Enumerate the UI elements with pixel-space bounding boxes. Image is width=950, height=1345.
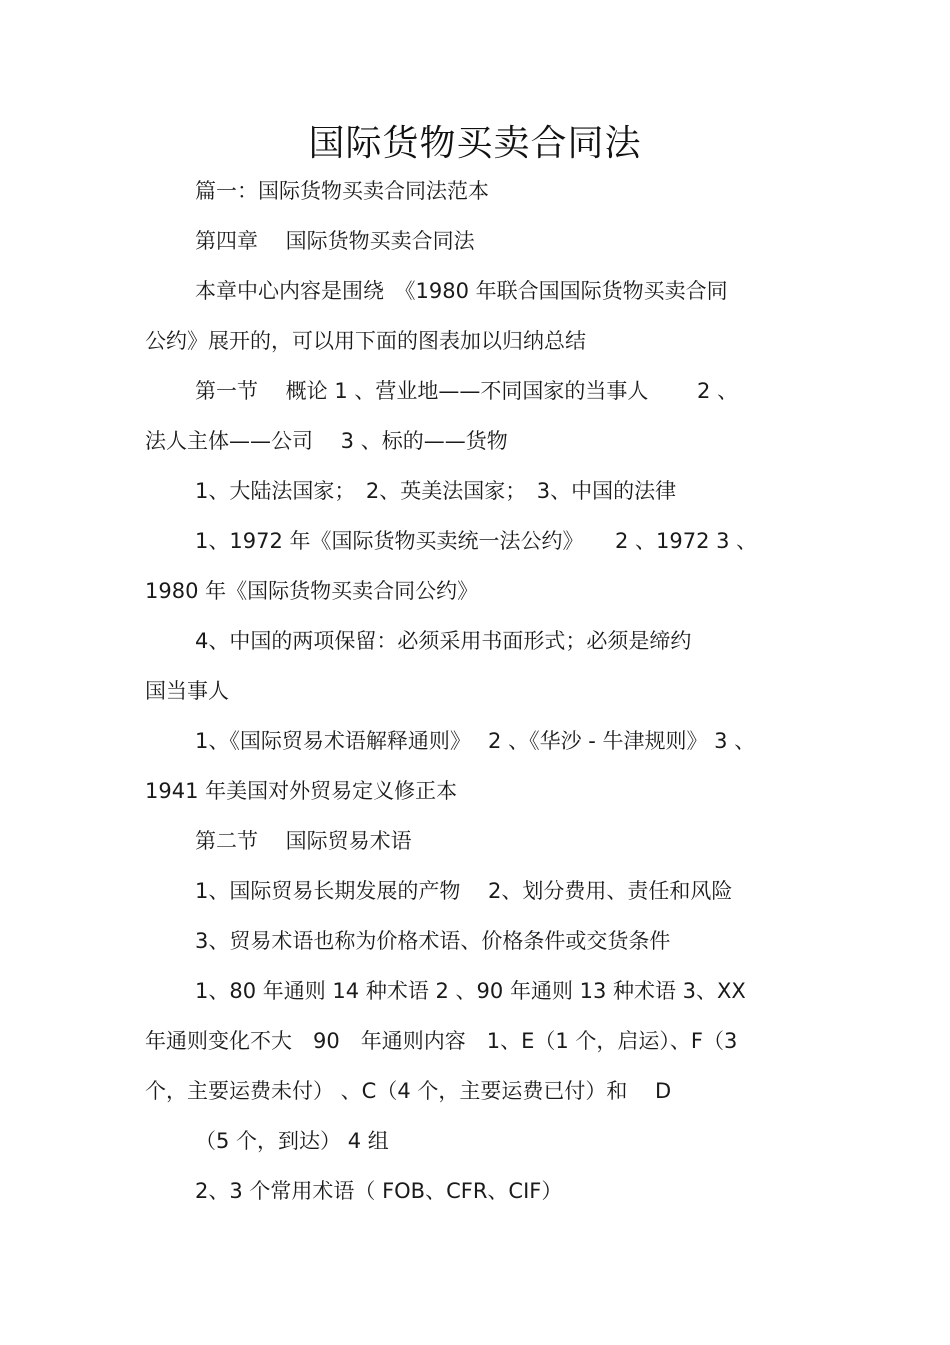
paragraph-line: 1980 年《国际货物买卖合同公约》 xyxy=(145,579,479,603)
paragraph-line: 法人主体——公司 3 、标的——货物 xyxy=(145,429,508,453)
paragraph-line: 4、中国的两项保留：必须采用书面形式；必须是缔约 xyxy=(195,629,692,653)
paragraph-line: 1、《国际贸易术语解释通则》 2 、《华沙 - 牛津规则》 3 、 xyxy=(195,729,756,753)
document-title: 国际货物买卖合同法 xyxy=(308,123,642,164)
paragraph-line: 1941 年美国对外贸易定义修正本 xyxy=(145,779,458,803)
paragraph-line: 第一节 概论 1 、营业地——不同国家的当事人 2 、 xyxy=(195,379,739,403)
paragraph-line: 1、大陆法国家； 2、英美法国家； 3、中国的法律 xyxy=(195,479,677,503)
paragraph-line: （5 个，到达） 4 组 xyxy=(195,1129,389,1153)
paragraph-line: 1、80 年通则 14 种术语 2 、90 年通则 13 种术语 3、XX xyxy=(195,979,746,1003)
paragraph-line: 篇一：国际货物买卖合同法范本 xyxy=(195,179,489,203)
paragraph-line: 1、国际贸易长期发展的产物 2、划分费用、责任和风险 xyxy=(195,879,733,903)
paragraph-line: 个，主要运费未付） 、C（4 个，主要运费已付）和 D xyxy=(145,1079,672,1103)
paragraph-line: 年通则变化不大 90 年通则内容 1、E（1 个，启运）、F（3 xyxy=(145,1029,738,1053)
paragraph-line: 第四章 国际货物买卖合同法 xyxy=(195,229,475,253)
paragraph-line: 国当事人 xyxy=(145,679,229,703)
paragraph-line: 本章中心内容是围绕 《1980 年联合国国际货物买卖合同 xyxy=(195,279,728,303)
paragraph-line: 3、贸易术语也称为价格术语、价格条件或交货条件 xyxy=(195,929,671,953)
paragraph-line: 公约》展开的，可以用下面的图表加以归纳总结 xyxy=(145,329,586,353)
paragraph-line: 1、1972 年《国际货物买卖统一法公约》 2 、1972 3 、 xyxy=(195,529,758,553)
paragraph-line: 第二节 国际贸易术语 xyxy=(195,829,412,853)
paragraph-line: 2、3 个常用术语（ FOB、CFR、CIF） xyxy=(195,1179,563,1203)
